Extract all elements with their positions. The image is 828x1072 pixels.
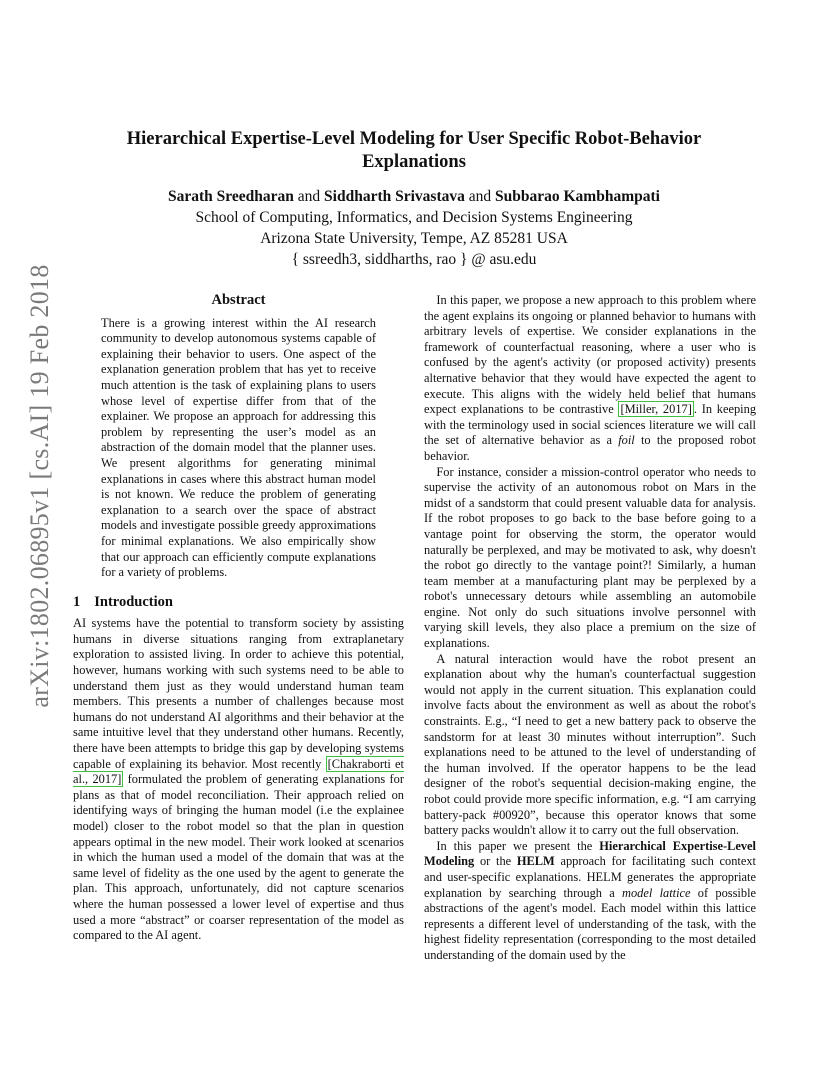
arxiv-identifier (20, 263, 60, 708)
body-paragraph-2: For instance, consider a mission-control operator who needs to supervise the activity of an autonomous robot on Mars in the midst of a sandstorm that could present valuable data for analysis. If the robot proposes to go back to the base before going to a vantage point for observing the storm, the operator would naturally be perplexed, and may be motivated to ask, why doesn't the robot go directly to the vantage point?! Similarly, a human team member at a manufacturing plant may be perplexed by a robot's unnecessary detours while assembling an automobile engine. Not only do such situations involve personnel with varying skill levels, they also place a premium on the size of explanations. (424, 464, 756, 651)
intro-paragraph (73, 616, 404, 943)
author-university: Arizona State University, Tempe, AZ 85281 USA (260, 230, 568, 247)
section-number: 1 (73, 593, 81, 610)
author-name: Subbarao Kambhampati (495, 188, 660, 205)
abstract-text: There is a growing interest within the AI research community to develop autonomous systems capable of explaining their behavior to users. One aspect of the explanation generation problem that has yet to receive much attention is the task of explaining plans to users whose level of expertise differ from that of the explainer. We propose an approach for addressing this problem by representing the user’s model as an abstraction of the domain model that the planner uses. We present algorithms for generating minimal explanations in cases where this abstract human model is not known. We reduce the problem of generating explanation to a search over the space of abstract models and investigate possible greedy approximations for minimal explanations. We also empirically show that our approach can efficiently compute explanations for a variety of problems. (101, 315, 376, 580)
paragraph-text: of possible abstractions of the agent's model. Each model within this lattice represents a different level of understanding of the task, with the highest fidelity representation (corresponding to the most detailed understanding of the domain used by the (424, 885, 757, 962)
citation-link-miller[interactable]: [Miller, 2017] (620, 402, 692, 417)
paragraph-text: or the (474, 854, 517, 869)
paragraph-text: . In keeping with the terminology used in social sciences literature we will call the set of alternative behavior as a (424, 402, 757, 448)
author-email: { ssreedh3, siddharths, rao } @ asu.edu (291, 251, 537, 268)
author-separator: and (468, 188, 492, 205)
paragraph-text: In this paper we present the (436, 838, 600, 853)
citation-link-chakraborti[interactable]: [Chakraborti et al., 2017] (73, 756, 404, 787)
author-name: Siddharth Srivastava (324, 188, 465, 205)
abstract-heading: Abstract (211, 292, 266, 308)
arxiv-identifier-text: arXiv:1802.06895v1 [cs.AI] 19 Feb 2018 (25, 263, 54, 708)
body-paragraph-3: A natural interaction would have the robot present an explanation about why the human's counterfactual suggestion would not apply in the current situation. This explanation could involve facts about the environment as well as about the robot's constraints. E.g., “I need to get a new battery pack to observe the sandstorm for at least 30 minutes without interruption”. Such explanations need to be attuned to the level of understanding of the human involved. If the operator happens to be the lead designer of the robot's sequential decision-making engine, the robot could provide more specific information, e.g. “I am carrying battery-pack #00920”, because this operator knows that some battery packs wouldn't allow it to carry out the full observation. (424, 651, 756, 838)
body-paragraph-4 (424, 839, 756, 964)
paragraph-text: approach for facilitating such context and user-specific explanations. HELM generates the appropriate explanation by searching through a (424, 854, 756, 900)
author-name: Sarath Sreedharan (168, 188, 294, 205)
left-column (73, 293, 404, 944)
author-separator: and (297, 188, 321, 205)
author-affiliation: School of Computing, Informatics, and Decision Systems Engineering (195, 209, 633, 226)
intro-text-a: AI systems have the potential to transform society by assisting humans in diverse situations ranging from extraplanetary exploration to assisted living. In order to achieve this potential, however, humans working with such systems need to be able to understand them just as they would understand human team members. This presents a number of challenges because most humans do not understand AI algorithms and their behavior at the same intuitive level that they understand other humans. Recently, there have been attempts to bridge this gap by developing systems capable of explaining its behavior. Most recently (73, 616, 404, 771)
helm-acronym: HELM (516, 854, 555, 869)
paper-title: Hierarchical Expertise-Level Modeling for User Specific Robot-Behavior Explanations (126, 129, 702, 172)
paragraph-text: In this paper, we propose a new approach to this problem where the agent explains its ongoing or planned behavior to humans with arbitrary levels of expertise. We consider explanations in the framework of counterfactual reasoning, where a user who is confused by the agent's activity (or proposed activity) presents alternative behavior that they would have expected the agent to execute. This aligns with the widely held belief that humans expect explanations to be contrastive (424, 293, 756, 417)
model-lattice-term: model lattice (622, 885, 691, 900)
section-title: Introduction (94, 593, 173, 610)
intro-text-b: formulated the problem of generating explanations for plans as that of model reconciliation. Their approach relied on identifying ways of bringing the human model (i.e the explainee model) closer to the robot model so that the plan in question appears optimal in the new model. Their work looked at scenarios in which the human used a model of the domain that was at the same level of fidelity as the one used by the agent to generate the plan. This approach, unfortunately, did not capture scenarios where the human possessed a lower level of expertise and thus used a more “abstract” or coarser representation of the model as compared to the AI agent. (73, 772, 404, 943)
author-block (80, 186, 748, 270)
paragraph-text: to the proposed robot behavior. (424, 433, 756, 463)
right-column (424, 293, 756, 964)
helm-term: Hierarchical Expertise-Level Modeling (424, 838, 756, 869)
author-names (80, 186, 748, 207)
foil-term: foil (618, 433, 635, 448)
section-heading-introduction (73, 595, 404, 611)
body-paragraph-1 (424, 293, 756, 465)
